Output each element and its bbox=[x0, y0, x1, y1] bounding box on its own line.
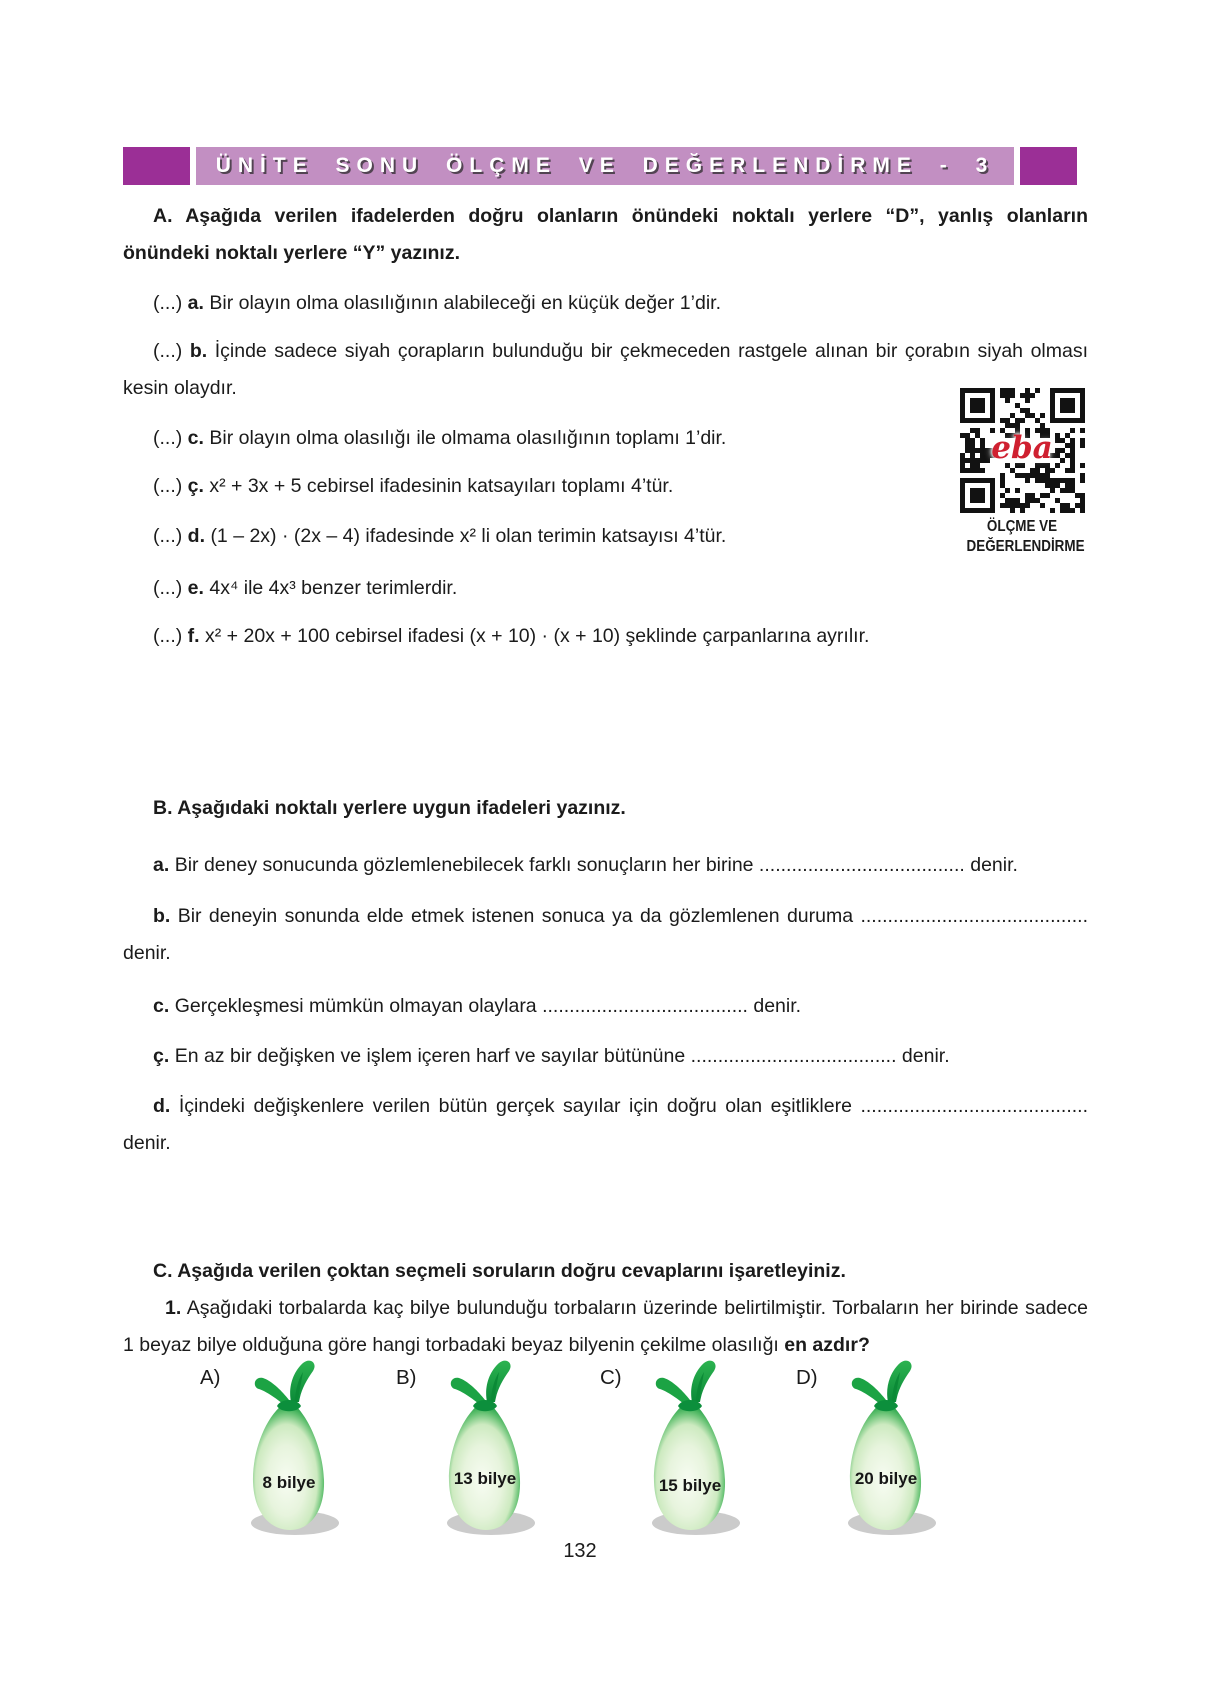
marble-bag-image bbox=[433, 1360, 537, 1542]
qr-caption-line1: ÖLÇME VE bbox=[986, 518, 1058, 535]
answer-dots: (...) bbox=[153, 475, 183, 497]
item-text: x² + 3x + 5 cebirsel ifadesinin katsayıları toplamı 4’tür. bbox=[209, 475, 674, 497]
true-false-item-d bbox=[123, 518, 953, 555]
fill-blank-item-d bbox=[123, 1088, 1088, 1162]
true-false-item-b bbox=[123, 333, 1088, 407]
qr-code bbox=[960, 388, 1085, 513]
unit-assessment-header bbox=[196, 147, 1014, 185]
bag-label: 15 bilye bbox=[658, 1476, 721, 1495]
item-text: En az bir değişken ve işlem içeren harf ve sayılar bütününe ...................................... denir. bbox=[174, 1045, 950, 1067]
bag-label: 13 bilye bbox=[453, 1469, 516, 1488]
marble-bag-image bbox=[638, 1360, 742, 1542]
answer-dots: (...) bbox=[153, 525, 183, 547]
item-text: Bir olayın olma olasılığının alabileceği en küçük değer 1’dir. bbox=[209, 292, 721, 314]
section-b-instruction: B. Aşağıdaki noktalı yerlere uygun ifadeleri yazınız. bbox=[153, 797, 626, 819]
page-number: 132 bbox=[563, 1540, 597, 1562]
item-text: İçindeki değişkenlere verilen bütün gerçek sayılar için doğru olan eşitliklere .......................................... denir. bbox=[123, 1095, 1089, 1154]
section-c-instruction: C. Aşağıda verilen çoktan seçmeli soruların doğru cevaplarını işaretleyiniz. bbox=[153, 1260, 846, 1282]
option-letter: C) bbox=[600, 1366, 622, 1389]
fill-blank-item-b bbox=[123, 898, 1088, 972]
bag-label: 8 bilye bbox=[262, 1473, 315, 1492]
true-false-item-cc bbox=[123, 468, 953, 505]
answer-dots: (...) bbox=[153, 625, 183, 647]
item-letter: d. bbox=[153, 1095, 171, 1117]
qr-caption-line2: DEĞERLENDİRME bbox=[966, 538, 1085, 555]
item-letter: e. bbox=[187, 577, 204, 599]
header-title: ÜNİTE SONU ÖLÇME VE DEĞERLENDİRME - 3 bbox=[215, 154, 995, 177]
option-letter: D) bbox=[796, 1366, 818, 1389]
item-letter: c. bbox=[187, 427, 204, 449]
answer-dots: (...) bbox=[153, 340, 183, 362]
eba-qr-block bbox=[956, 388, 1088, 557]
eba-logo: eba bbox=[991, 430, 1053, 466]
item-text: İçinde sadece siyah çorapların bulunduğu bir çekmeceden rastgele alınan bir çorabın siyah olması kesin olaydır. bbox=[123, 340, 1088, 399]
question-1-text bbox=[123, 1290, 1088, 1364]
item-text: Bir deneyin sonunda elde etmek istenen sonuca ya da gözlemlenen duruma .......................................... denir. bbox=[123, 905, 1088, 964]
item-letter: f. bbox=[187, 625, 200, 647]
item-letter: a. bbox=[153, 854, 170, 876]
true-false-item-f bbox=[123, 618, 1088, 655]
item-text: Bir deney sonucunda gözlemlenebilecek farklı sonuçların her birine ...................................... denir. bbox=[174, 854, 1018, 876]
true-false-item-a bbox=[123, 285, 1088, 322]
option-letter: A) bbox=[200, 1366, 221, 1389]
marble-bag-image bbox=[237, 1360, 341, 1542]
fill-blank-item-a bbox=[123, 847, 1088, 884]
fill-blank-item-c bbox=[123, 988, 1088, 1025]
option-c bbox=[600, 1360, 742, 1542]
item-text: x² + 20x + 100 cebirsel ifadesi (x + 10) · (x + 10) şeklinde çarpanlarına ayrılır. bbox=[205, 625, 870, 647]
option-d bbox=[796, 1360, 938, 1542]
option-b bbox=[396, 1360, 537, 1542]
marble-bag-image bbox=[834, 1360, 938, 1542]
bag-label: 20 bilye bbox=[854, 1469, 917, 1488]
item-text: Gerçekleşmesi mümkün olmayan olaylara ...................................... denir. bbox=[174, 995, 802, 1017]
option-a bbox=[200, 1360, 341, 1542]
option-letter: B) bbox=[396, 1366, 417, 1389]
item-text: Bir olayın olma olasılığı ile olmama olasılığının toplamı 1’dir. bbox=[209, 427, 727, 449]
answer-dots: (...) bbox=[153, 292, 183, 314]
true-false-item-e bbox=[123, 570, 953, 607]
question-bold-phrase: en azdır bbox=[784, 1334, 858, 1356]
item-letter: b. bbox=[189, 340, 208, 362]
qr-caption bbox=[966, 517, 1085, 557]
question-mark: ? bbox=[857, 1334, 870, 1356]
answer-dots: (...) bbox=[153, 427, 183, 449]
true-false-item-c bbox=[123, 420, 953, 457]
header-accent-right bbox=[1020, 147, 1077, 185]
section-a-instruction: A. Aşağıda verilen ifadelerden doğru olanların önündeki noktalı yerlere “D”, yanlış olanların önündeki noktalı yerlere “Y” yazınız. bbox=[123, 205, 1088, 264]
answer-dots: (...) bbox=[153, 577, 183, 599]
header-accent-left bbox=[123, 147, 190, 185]
item-letter: b. bbox=[153, 905, 171, 927]
item-text: 4x⁴ ile 4x³ benzer terimlerdir. bbox=[209, 577, 458, 599]
item-letter: d. bbox=[187, 525, 206, 547]
item-letter: c. bbox=[153, 995, 170, 1017]
fill-blank-item-cc bbox=[123, 1038, 1088, 1075]
question-number: 1. bbox=[165, 1297, 182, 1319]
question-body: Aşağıdaki torbalarda kaç bilye bulunduğu torbaların üzerinde belirtilmiştir. Torbaların her birinde sadece 1 beyaz bilye olduğuna göre hangi torbadaki beyaz bilyenin çekilme olasılığı bbox=[123, 1297, 1088, 1356]
item-letter: ç. bbox=[187, 475, 204, 497]
item-text: (1 – 2x) · (2x – 4) ifadesinde x² li olan terimin katsayısı 4’tür. bbox=[210, 525, 727, 547]
item-letter: a. bbox=[187, 292, 204, 314]
item-letter: ç. bbox=[153, 1045, 170, 1067]
